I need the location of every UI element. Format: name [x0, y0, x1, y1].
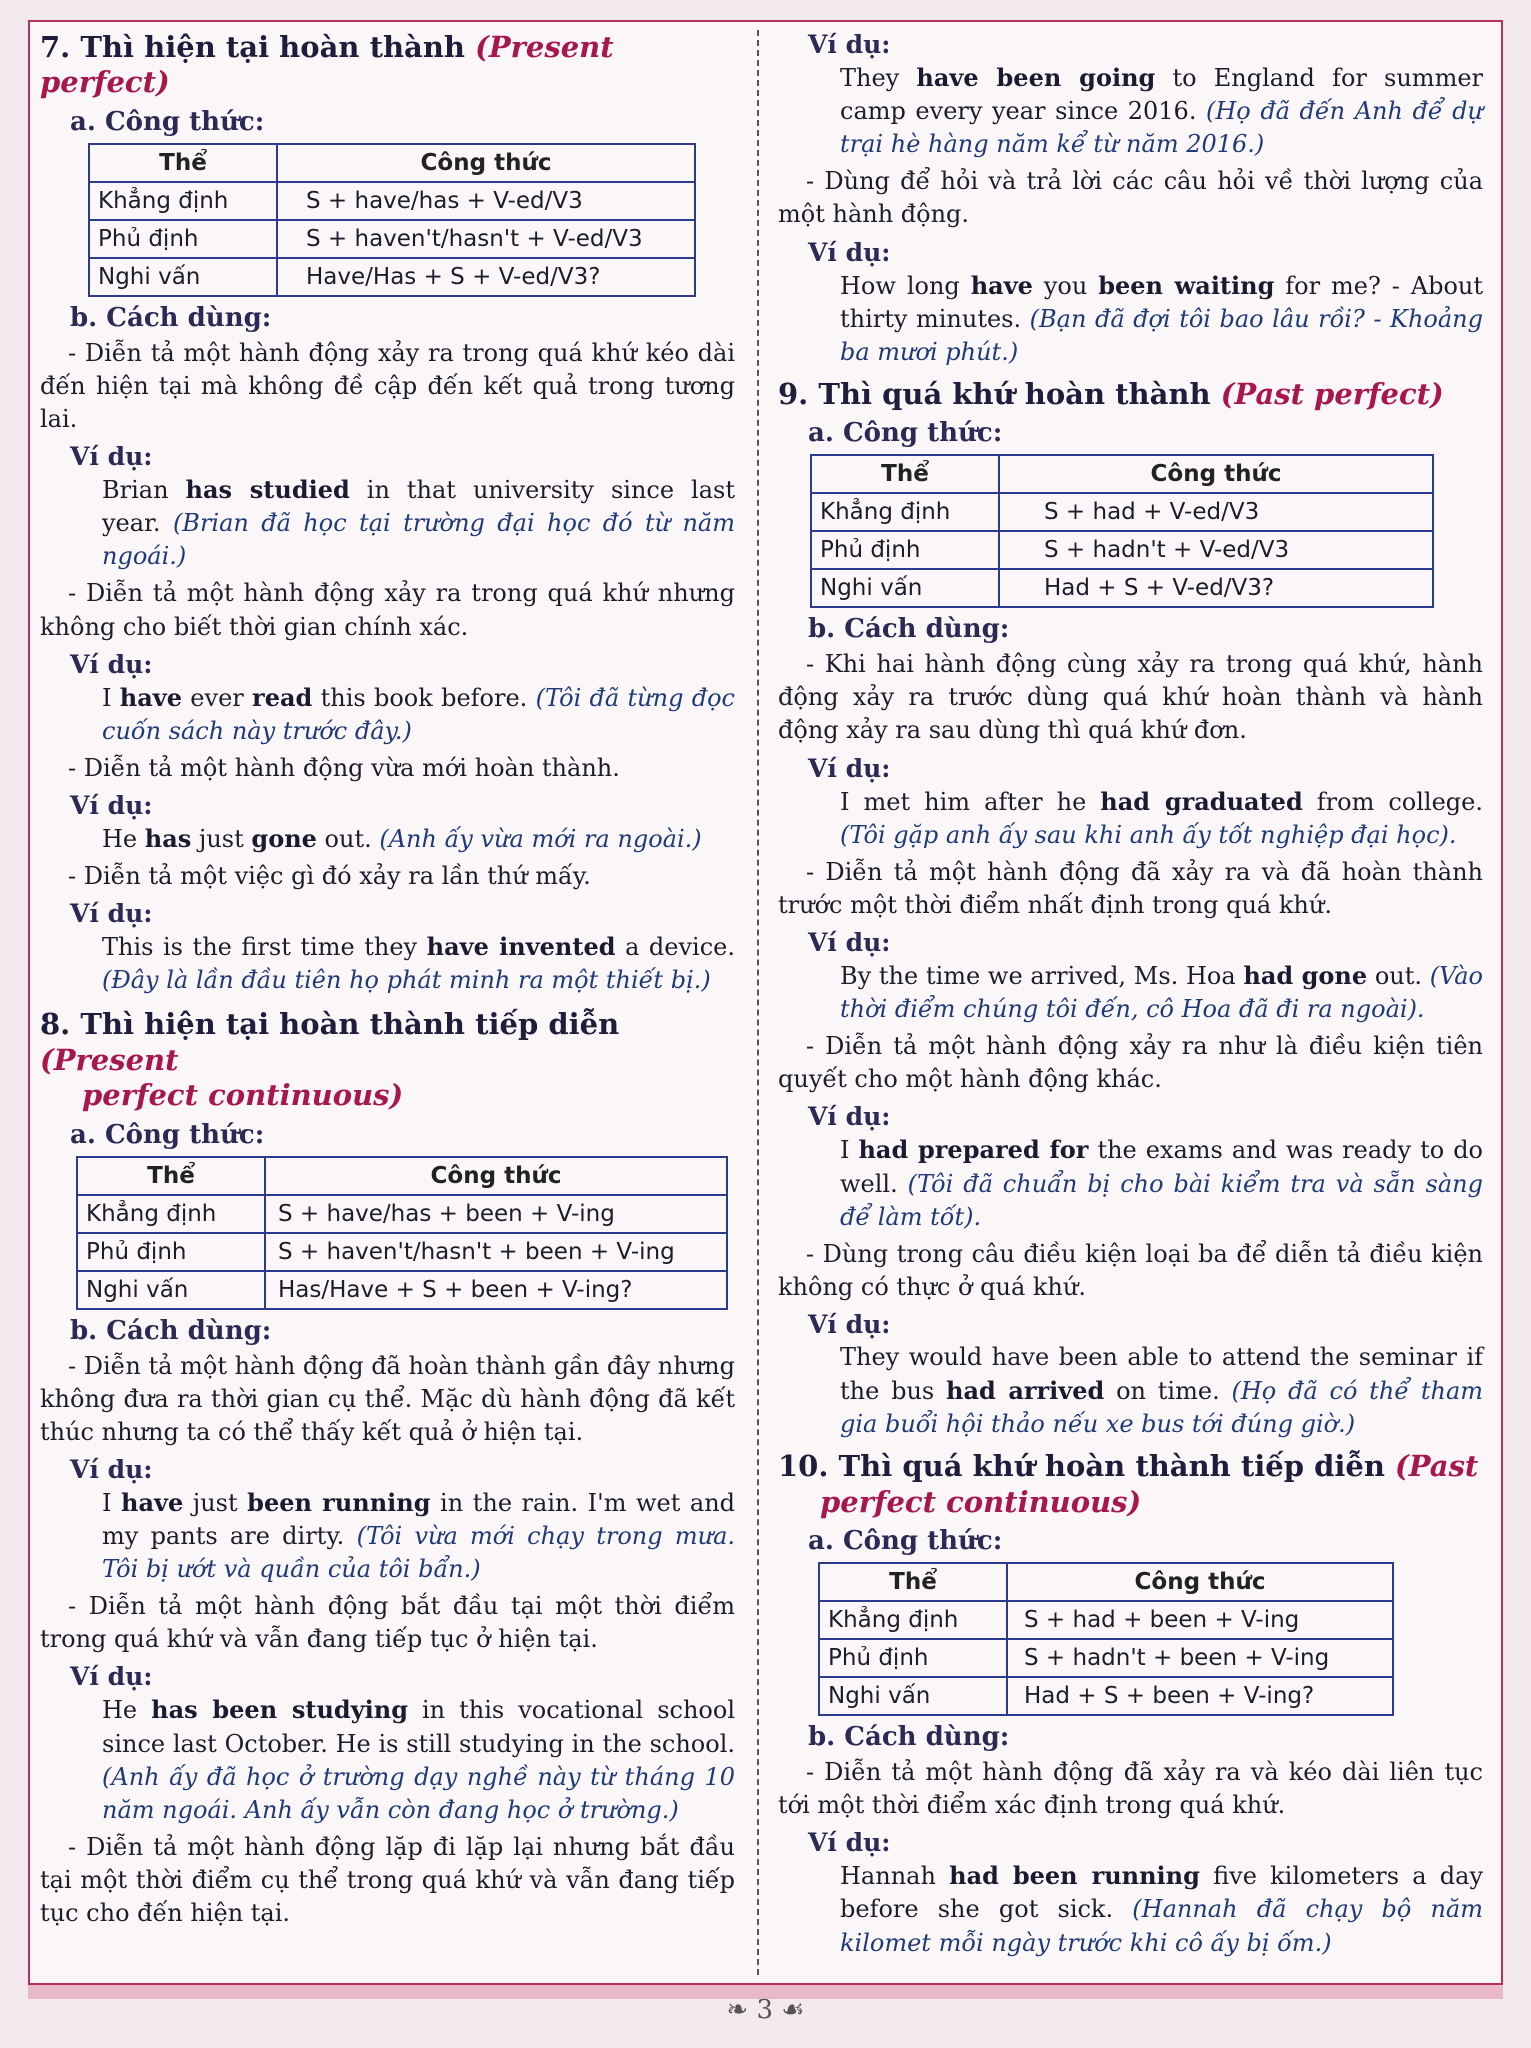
table-header-the: Thể: [819, 1563, 1007, 1601]
section-9-formula-table: [810, 454, 1434, 608]
ornament-right-icon: ☙: [781, 1995, 805, 2025]
usage-text: - Dùng trong câu điều kiện loại ba để diễn tả điều kiện không có thực ở quá khứ.: [778, 1239, 1483, 1301]
table-row: Nghi vấn Has/Have + S + been + V-ing?: [77, 1271, 727, 1309]
usage-text: - Diễn tả một hành động xảy ra trong quá khứ nhưng không cho biết thời gian chính xác.: [40, 579, 735, 641]
example-label: Ví dụ:: [808, 30, 891, 59]
example-label: Ví dụ:: [70, 790, 153, 820]
table-header-cong-thuc: Công thức: [277, 144, 695, 182]
example-label: Ví dụ:: [70, 442, 153, 472]
table-row: Nghi vấn Have/Has + S + V-ed/V3?: [89, 258, 695, 296]
example-text: I met him after he had graduated from college. (Tôi gặp anh ấy sau khi anh ấy tốt nghiệp đại học).: [840, 786, 1483, 849]
usage-text: - Diễn tả một việc gì đó xảy ra lần thứ mấy.: [68, 862, 591, 891]
usage-text: - Diễn tả một hành động xảy ra như là điều kiện tiên quyết cho một hành động khác.: [778, 1032, 1483, 1094]
example-text: By the time we arrived, Ms. Hoa had gone out. (Vào thời điểm chúng tôi đến, cô Hoa đã đi ra ngoài).: [840, 961, 1483, 1024]
section-10-title: 10. Thì quá khứ hoàn thành tiếp diễn (Past perfect continuous): [778, 1449, 1479, 1519]
example-label: Ví dụ:: [808, 237, 891, 267]
section-8-formula-table: [76, 1156, 728, 1310]
usage-text: - Diễn tả một hành động đã xảy ra và kéo dài liên tục tới một thời điểm xác định trong quá khứ.: [778, 1758, 1483, 1820]
section-9-title: 9. Thì quá khứ hoàn thành (Past perfect): [778, 376, 1444, 411]
table-header-cong-thuc: Công thức: [265, 1157, 727, 1195]
example-text: They would have been able to attend the seminar if the bus had arrived on time. (Họ đã có thể tham gia buổi hội thảo nếu xe bus tới đúng giờ.): [840, 1343, 1484, 1439]
table-header-the: Thể: [77, 1157, 265, 1195]
table-row: Khẳng định S + had + been + V-ing: [819, 1601, 1393, 1639]
example-text: I have just been running in the rain. I'm wet and my pants are dirty. (Tôi vừa mới chạy trong mưa. Tôi bị ướt và quần của tôi bẩn.): [102, 1487, 736, 1584]
page-footer: [0, 1995, 1531, 2035]
usage-text: - Diễn tả một hành động vừa mới hoàn thành.: [68, 753, 620, 782]
table-header-cong-thuc: Công thức: [999, 455, 1433, 493]
section-10-formula-label: a. Công thức:: [808, 1526, 1003, 1557]
table-row: Phủ định S + hadn't + V-ed/V3: [811, 531, 1433, 569]
section-10-usage-label: b. Cách dùng:: [808, 1722, 1010, 1753]
usage-text: - Diễn tả một hành động bắt đầu tại một thời điểm trong quá khứ và vẫn đang tiếp tục ở hiện tại.: [40, 1592, 735, 1654]
left-column: [40, 30, 735, 1934]
example-text: He has just gone out. (Anh ấy vừa mới ra ngoài.): [102, 823, 702, 853]
example-text: I have ever read this book before. (Tôi đã từng đọc cuốn sách này trước đây.): [102, 682, 735, 745]
section-7-title: 7. Thì hiện tại hoàn thành (Present perfect): [40, 30, 614, 100]
usage-text: - Diễn tả một hành động đã xảy ra và đã hoàn thành trước một thời điểm nhất định trong quá khứ.: [778, 857, 1483, 919]
section-10-formula-table: [818, 1562, 1394, 1716]
example-text: I had prepared for the exams and was ready to do well. (Tôi đã chuẩn bị cho bài kiểm tra và sẵn sàng để làm tốt).: [840, 1135, 1483, 1231]
section-7-formula-label: a. Công thức:: [70, 106, 265, 137]
section-8-formula-label: a. Công thức:: [70, 1119, 265, 1150]
example-text: Brian has studied in that university since last year. (Brian đã học tại trường đại học đó từ năm ngoái.): [102, 475, 735, 571]
example-label: Ví dụ:: [808, 1102, 891, 1132]
table-header-the: Thể: [811, 455, 999, 493]
example-label: Ví dụ:: [808, 1310, 891, 1339]
example-label: Ví dụ:: [70, 1662, 153, 1692]
example-label: Ví dụ:: [70, 899, 153, 929]
table-row: Phủ định S + hadn't + been + V-ing: [819, 1639, 1393, 1677]
example-text: This is the first time they have invented a device. (Đây là lần đầu tiên họ phát minh ra một thiết bị.): [102, 932, 735, 995]
table-row: Khẳng định S + had + V-ed/V3: [811, 493, 1433, 531]
usage-text: - Diễn tả một hành động xảy ra trong quá khứ kéo dài đến hiện tại mà không đề cập đến kết quả trong tương lai.: [40, 338, 735, 433]
usage-text: - Dùng để hỏi và trả lời các câu hỏi về thời lượng của một hành động.: [778, 167, 1483, 229]
example-text: How long have you been waiting for me? - About thirty minutes. (Bạn đã đợi tôi bao lâu rồi? - Khoảng ba mươi phút.): [840, 270, 1483, 366]
table-row: Nghi vấn Had + S + V-ed/V3?: [811, 569, 1433, 607]
section-7-usage-label: b. Cách dùng:: [70, 302, 272, 333]
right-column: [778, 30, 1483, 1964]
example-label: Ví dụ:: [70, 649, 153, 679]
section-8-title: 8. Thì hiện tại hoàn thành tiếp diễn (Present perfect continuous): [40, 1007, 620, 1113]
table-header-the: Thể: [89, 144, 277, 182]
usage-text: - Diễn tả một hành động lặp đi lặp lại nhưng bắt đầu tại một thời điểm cụ thể trong quá khứ và vẫn đang tiếp tục cho đến hiện tại.: [40, 1832, 735, 1928]
table-row: Nghi vấn Had + S + been + V-ing?: [819, 1677, 1393, 1715]
section-7-formula-table: [88, 143, 696, 297]
table-row: Khẳng định S + have/has + been + V-ing: [77, 1195, 727, 1233]
example-label: Ví dụ:: [808, 1828, 891, 1858]
page-number: 3: [756, 1995, 774, 2025]
example-text: They have been going to England for summer camp every year since 2016. (Họ đã đến Anh để dự trại hè hàng năm kể từ năm 2016.): [840, 63, 1484, 159]
table-row: Khẳng định S + have/has + V-ed/V3: [89, 182, 695, 220]
example-text: He has been studying in this vocational school since last October. He is still studying in the school. (Anh ấy đã học ở trường dạy nghề này từ tháng 10 năm ngoái. Anh ấy vẫn còn đang học ở trường.): [102, 1695, 735, 1824]
section-9-usage-label: b. Cách dùng:: [808, 614, 1010, 645]
example-text: Hannah had been running five kilometers a day before she got sick. (Hannah đã chạy bộ năm kilomet mỗi ngày trước khi cô ấy bị ốm.): [840, 1861, 1484, 1957]
example-label: Ví dụ:: [808, 928, 891, 958]
section-9-formula-label: a. Công thức:: [808, 418, 1003, 449]
column-divider: [757, 30, 759, 1975]
example-label: Ví dụ:: [808, 753, 891, 783]
table-row: Phủ định S + haven't/hasn't + been + V-ing: [77, 1233, 727, 1271]
usage-text: - Diễn tả một hành động đã hoàn thành gần đây nhưng không đưa ra thời gian cụ thể. Mặc dù hành động đã kết thúc nhưng ta có thể thấy kết quả ở hiện tại.: [40, 1351, 735, 1446]
section-8-usage-label: b. Cách dùng:: [70, 1315, 272, 1346]
usage-text: - Khi hai hành động cùng xảy ra trong quá khứ, hành động xảy ra trước dùng quá khứ hoàn thành và hành động xảy ra sau dùng thì quá khứ đơn.: [778, 650, 1483, 745]
example-label: Ví dụ:: [70, 1454, 153, 1484]
table-header-cong-thuc: Công thức: [1007, 1563, 1393, 1601]
table-row: Phủ định S + haven't/hasn't + V-ed/V3: [89, 220, 695, 258]
ornament-left-icon: ❧: [726, 1995, 749, 2025]
